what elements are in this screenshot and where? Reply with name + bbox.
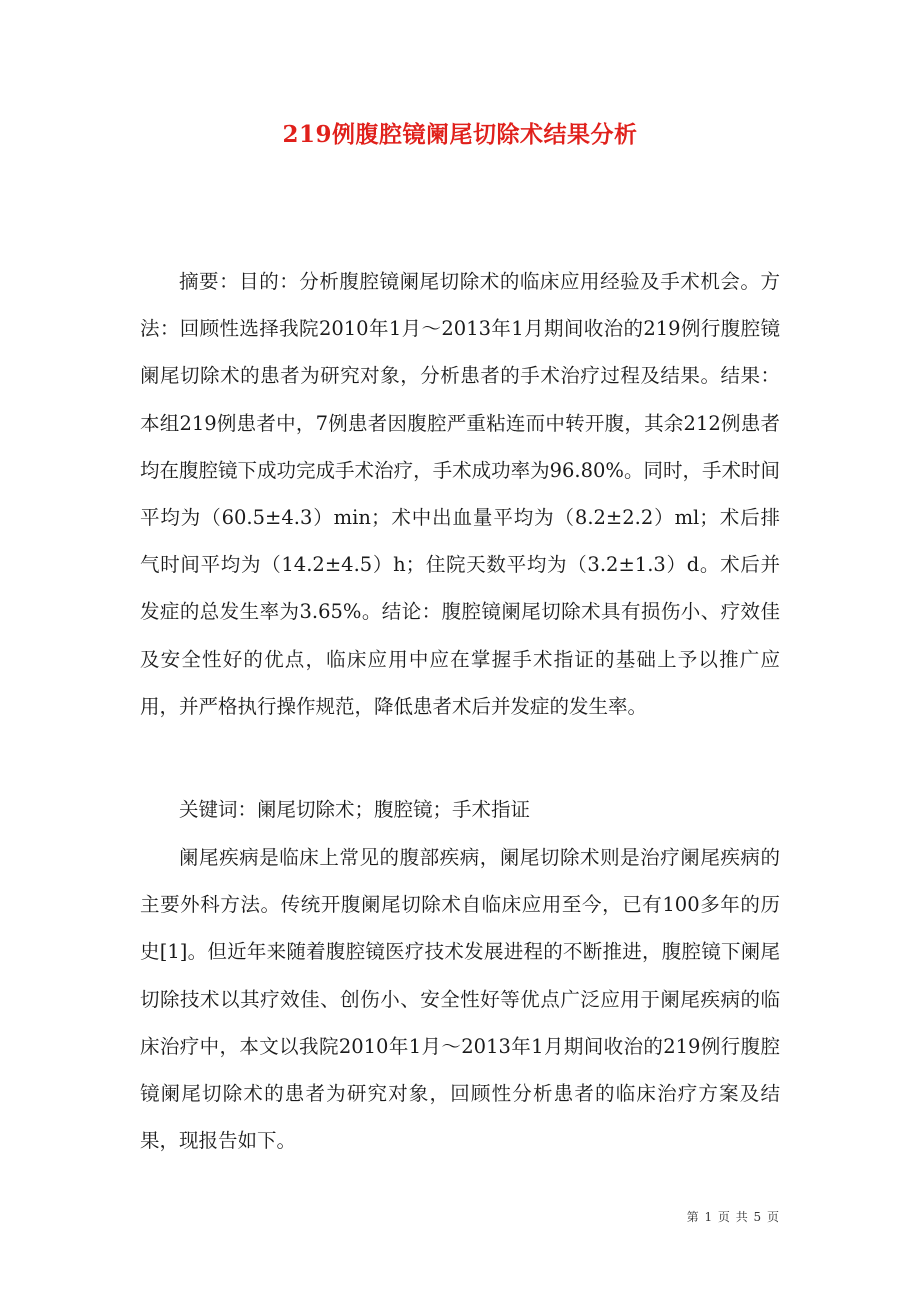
document-title: 219例腹腔镜阑尾切除术结果分析 xyxy=(282,121,638,148)
keywords-paragraph: 关键词：阑尾切除术；腹腔镜；手术指证 xyxy=(179,798,531,821)
keywords-section xyxy=(140,786,780,833)
intro-paragraph: 阑尾疾病是临床上常见的腹部疾病，阑尾切除术则是治疗阑尾疾病的主要外科方法。传统开腹阑尾切除术自临床应用至今，已有100多年的历史[1]。但近年来随着腹腔镜医疗技术发展进程的不断推进，腹腔镜下阑尾切除技术以其疗效佳、创伤小、安全性好等优点广泛应用于阑尾疾病的临床治疗中，本文以我院2010年1月～2013年1月期间收治的219例行腹腔镜阑尾切除术的患者为研究对象，回顾性分析患者的临床治疗方案及结果，现报告如下。 xyxy=(140,846,780,1153)
page-number: 第 1 页 共 5 页 xyxy=(686,1210,780,1224)
intro-section xyxy=(140,834,780,1164)
abstract-section xyxy=(140,258,780,730)
abstract-paragraph: 摘要：目的：分析腹腔镜阑尾切除术的临床应用经验及手术机会。方法：回顾性选择我院2010年1月～2013年1月期间收治的219例行腹腔镜阑尾切除术的患者为研究对象，分析患者的手术治疗过程及结果。结果：本组219例患者中，7例患者因腹腔严重粘连而中转开腹，其余212例患者均在腹腔镜下成功完成手术治疗，手术成功率为96.80%。同时，手术时间平均为（60.5±4.3）min；术中出血量平均为（8.2±2.2）ml；术后排气时间平均为（14.2±4.5）h；住院天数平均为（3.2±1.3）d。术后并发症的总发生率为3.65%。结论：腹腔镜阑尾切除术具有损伤小、疗效佳及安全性好的优点，临床应用中应在掌握手术指证的基础上予以推广应用，并严格执行操作规范，降低患者术后并发症的发生率。 xyxy=(140,270,780,718)
